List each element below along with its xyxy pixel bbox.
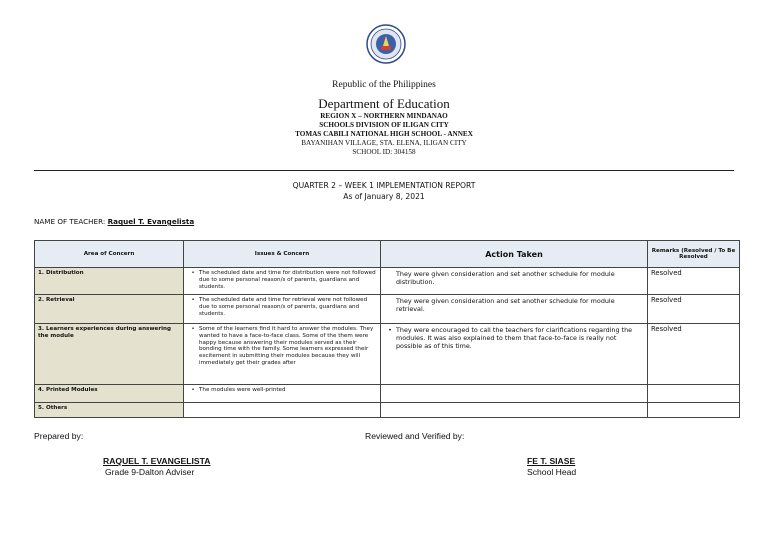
table-header-row [35, 241, 740, 268]
reviewer-position: School Head [527, 467, 577, 477]
prepared-by-label: Prepared by: [34, 431, 84, 441]
deped-seal-logo [366, 24, 406, 64]
issue-cell: • The modules were well-printed [184, 385, 381, 403]
action-cell [381, 268, 648, 295]
region-line: REGION X – NORTHERN MINDANAO [320, 112, 448, 120]
area-cell: 2. Retrieval [35, 295, 184, 324]
reviewed-by-label: Reviewed and Verified by: [365, 431, 465, 441]
issue-text: The scheduled date and time for retrieval were not followed due to some personal reason/s of parents, guardians and students. [199, 297, 368, 317]
division-line: SCHOOLS DIVISION OF ILIGAN CITY [319, 121, 449, 129]
teacher-line [34, 217, 194, 226]
remarks-cell: Resolved [648, 268, 740, 295]
action-text: They were encouraged to call the teachers for clarifications regarding the modules. It was also explained to them that face-to-face is really not possible as of this time. [396, 326, 633, 351]
table-row [35, 268, 740, 295]
header-remarks: Remarks (Resolved / To Be Resolved [648, 241, 740, 268]
issue-text: Some of the learners find it hard to answer the modules. They wanted to have a face-to-face class. Some of the them were happy because answering their modules served as their bonding time with the family. Some learners expressed their excitement in submitting their modules because they will immediately get their grades after [199, 326, 374, 366]
remarks-cell [648, 403, 740, 418]
report-date: As of January 8, 2021 [343, 192, 425, 201]
action-text: They were given consideration and set another schedule for module retrieval. [396, 297, 615, 314]
area-cell: 4. Printed Modules [35, 385, 184, 403]
area-cell: 5. Others [35, 403, 184, 418]
address-line: BAYANIHAN VILLAGE, STA. ELENA, ILIGAN CITY [301, 139, 467, 147]
school-line: TOMAS CABILI NATIONAL HIGH SCHOOL - ANNEX [295, 130, 473, 138]
remarks-cell: Resolved [648, 295, 740, 324]
table-row [35, 295, 740, 324]
school-id-line: SCHOOL ID: 304158 [352, 148, 416, 156]
issue-cell: • Some of the learners find it hard to answer the modules. They wanted to have a face-to-face class. Some of the them were happy because answering their modules served as their bonding time with the family. Some learners expressed their excitement in submitting their modules because they will immediately get their grades after [184, 324, 381, 385]
preparer-name: RAQUEL T. EVANGELISTA [103, 456, 211, 466]
action-cell [381, 403, 648, 418]
table-row [35, 324, 740, 385]
header-area: Area of Concern [35, 241, 184, 268]
issue-cell [184, 403, 381, 418]
area-cell: 3. Learners experiences during answering the module [35, 324, 184, 385]
preparer-position: Grade 9-Dalton Adviser [105, 467, 195, 477]
issue-cell: • The scheduled date and time for distribution were not followed due to some personal reason/s of parents, guardians and students. [184, 268, 381, 295]
department-heading: Department of Education [318, 96, 450, 111]
teacher-label: NAME OF TEACHER: [34, 217, 106, 226]
area-cell: 1. Distribution [35, 268, 184, 295]
table-row [35, 385, 740, 403]
report-table [34, 240, 740, 418]
header-issues: Issues & Concern [184, 241, 381, 268]
republic-heading: Republic of the Philippines [332, 80, 436, 90]
issue-text: The modules were well-printed [199, 387, 286, 393]
teacher-name: Raquel T. Evangelista [107, 217, 195, 226]
reviewer-name: FE T. SIASE [527, 456, 576, 466]
header-action: Action Taken [381, 241, 648, 268]
action-cell [381, 295, 648, 324]
remarks-cell: Resolved [648, 324, 740, 385]
header-divider [34, 170, 734, 171]
action-cell: • They were encouraged to call the teachers for clarifications regarding the modules. It was also explained to them that face-to-face is really not possible as of this time. [381, 324, 648, 385]
issue-text: The scheduled date and time for distribution were not followed due to some personal reason/s of parents, guardians and students. [199, 270, 376, 290]
report-title: QUARTER 2 – WEEK 1 IMPLEMENTATION REPORT [292, 181, 476, 190]
table-row [35, 403, 740, 418]
action-cell [381, 385, 648, 403]
action-text: They were given consideration and set another schedule for module distribution. [396, 270, 615, 287]
remarks-cell [648, 385, 740, 403]
issue-cell: • The scheduled date and time for retrieval were not followed due to some personal reason/s of parents, guardians and students. [184, 295, 381, 324]
